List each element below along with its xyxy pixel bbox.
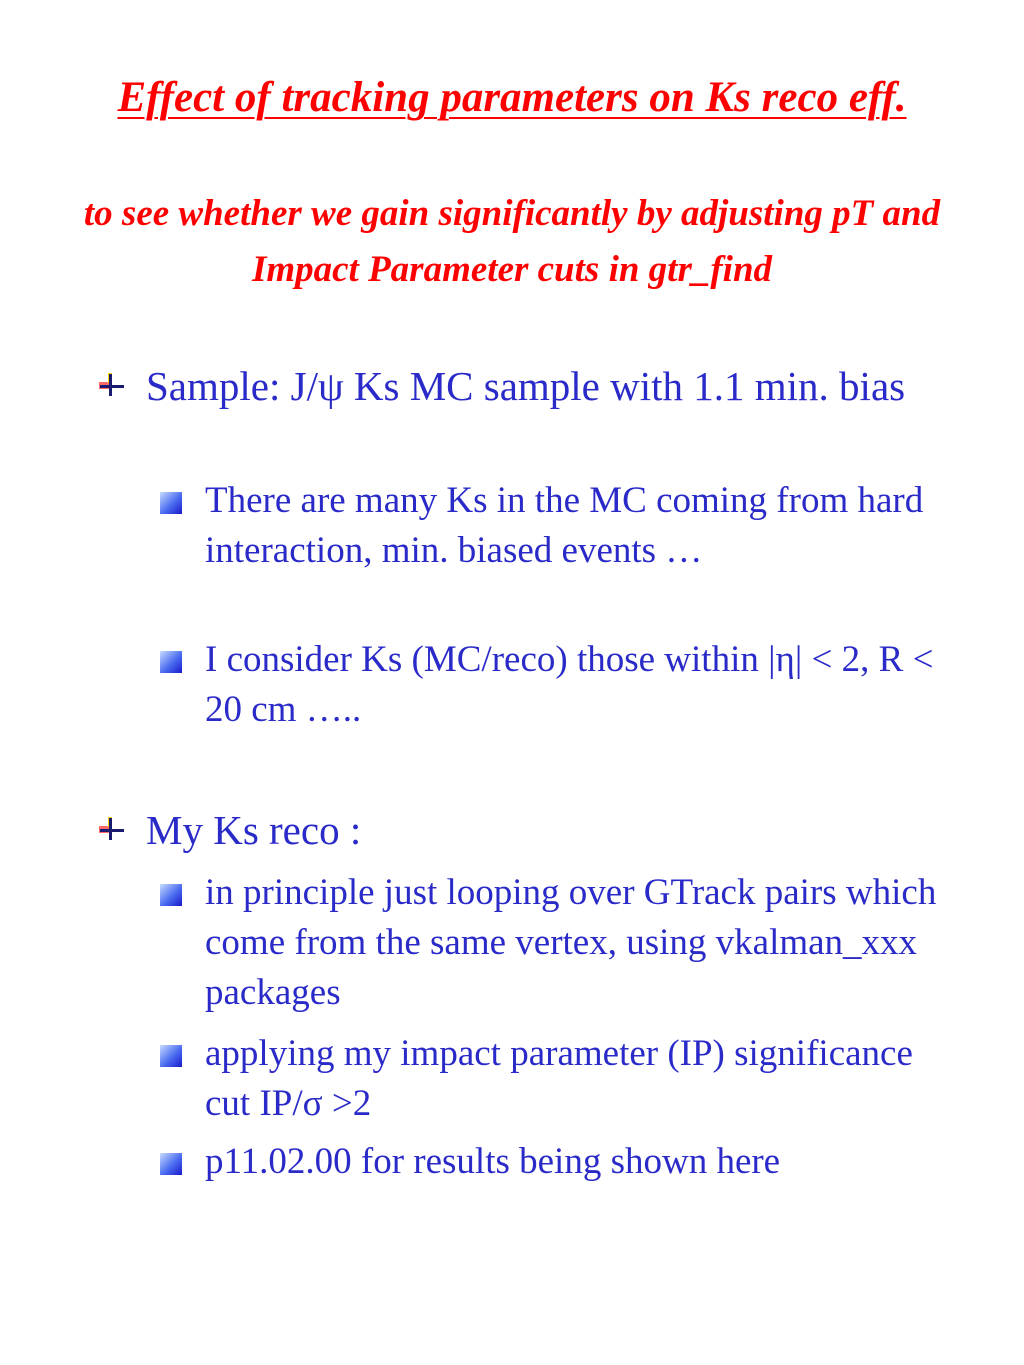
square-gradient-bullet-icon [160, 492, 182, 514]
square-gradient-bullet-icon [160, 884, 182, 906]
square-gradient-bullet-icon [160, 1153, 182, 1175]
bullet-text: Sample: J/ψ Ks MC sample with 1.1 min. bias [146, 363, 906, 409]
sub-bullet [160, 476, 950, 576]
slide-title: Effect of tracking parameters on Ks reco eff. [117, 74, 907, 121]
sub-bullet-text: applying my impact parameter (IP) significance cut IP/σ >2 [205, 1033, 913, 1124]
sub-bullet-text: I consider Ks (MC/reco) those within |η| < 2, R < 20 cm ….. [205, 639, 934, 730]
square-gradient-bullet-icon [160, 651, 182, 673]
sub-bullet [160, 868, 950, 1018]
cross-marker-icon [96, 814, 126, 844]
sub-bullet [160, 1029, 950, 1129]
sub-bullet-text: There are many Ks in the MC coming from hard interaction, min. biased events … [205, 480, 924, 571]
sub-bullet-text: p11.02.00 for results being shown here [205, 1141, 781, 1182]
sub-bullet [160, 635, 950, 735]
slide-subtitle: to see whether we gain significantly by adjusting pT and Impact Parameter cuts in gtr_find [83, 193, 941, 290]
bullet-sample [96, 360, 976, 412]
square-gradient-bullet-icon [160, 1045, 182, 1067]
bullet-ks-reco [96, 804, 976, 856]
bullet-text: My Ks reco : [146, 807, 362, 853]
cross-marker-icon [96, 370, 126, 400]
sub-bullet [160, 1137, 950, 1187]
sub-bullet-text: in principle just looping over GTrack pairs which come from the same vertex, using vkalman_xxx packages [205, 872, 937, 1013]
